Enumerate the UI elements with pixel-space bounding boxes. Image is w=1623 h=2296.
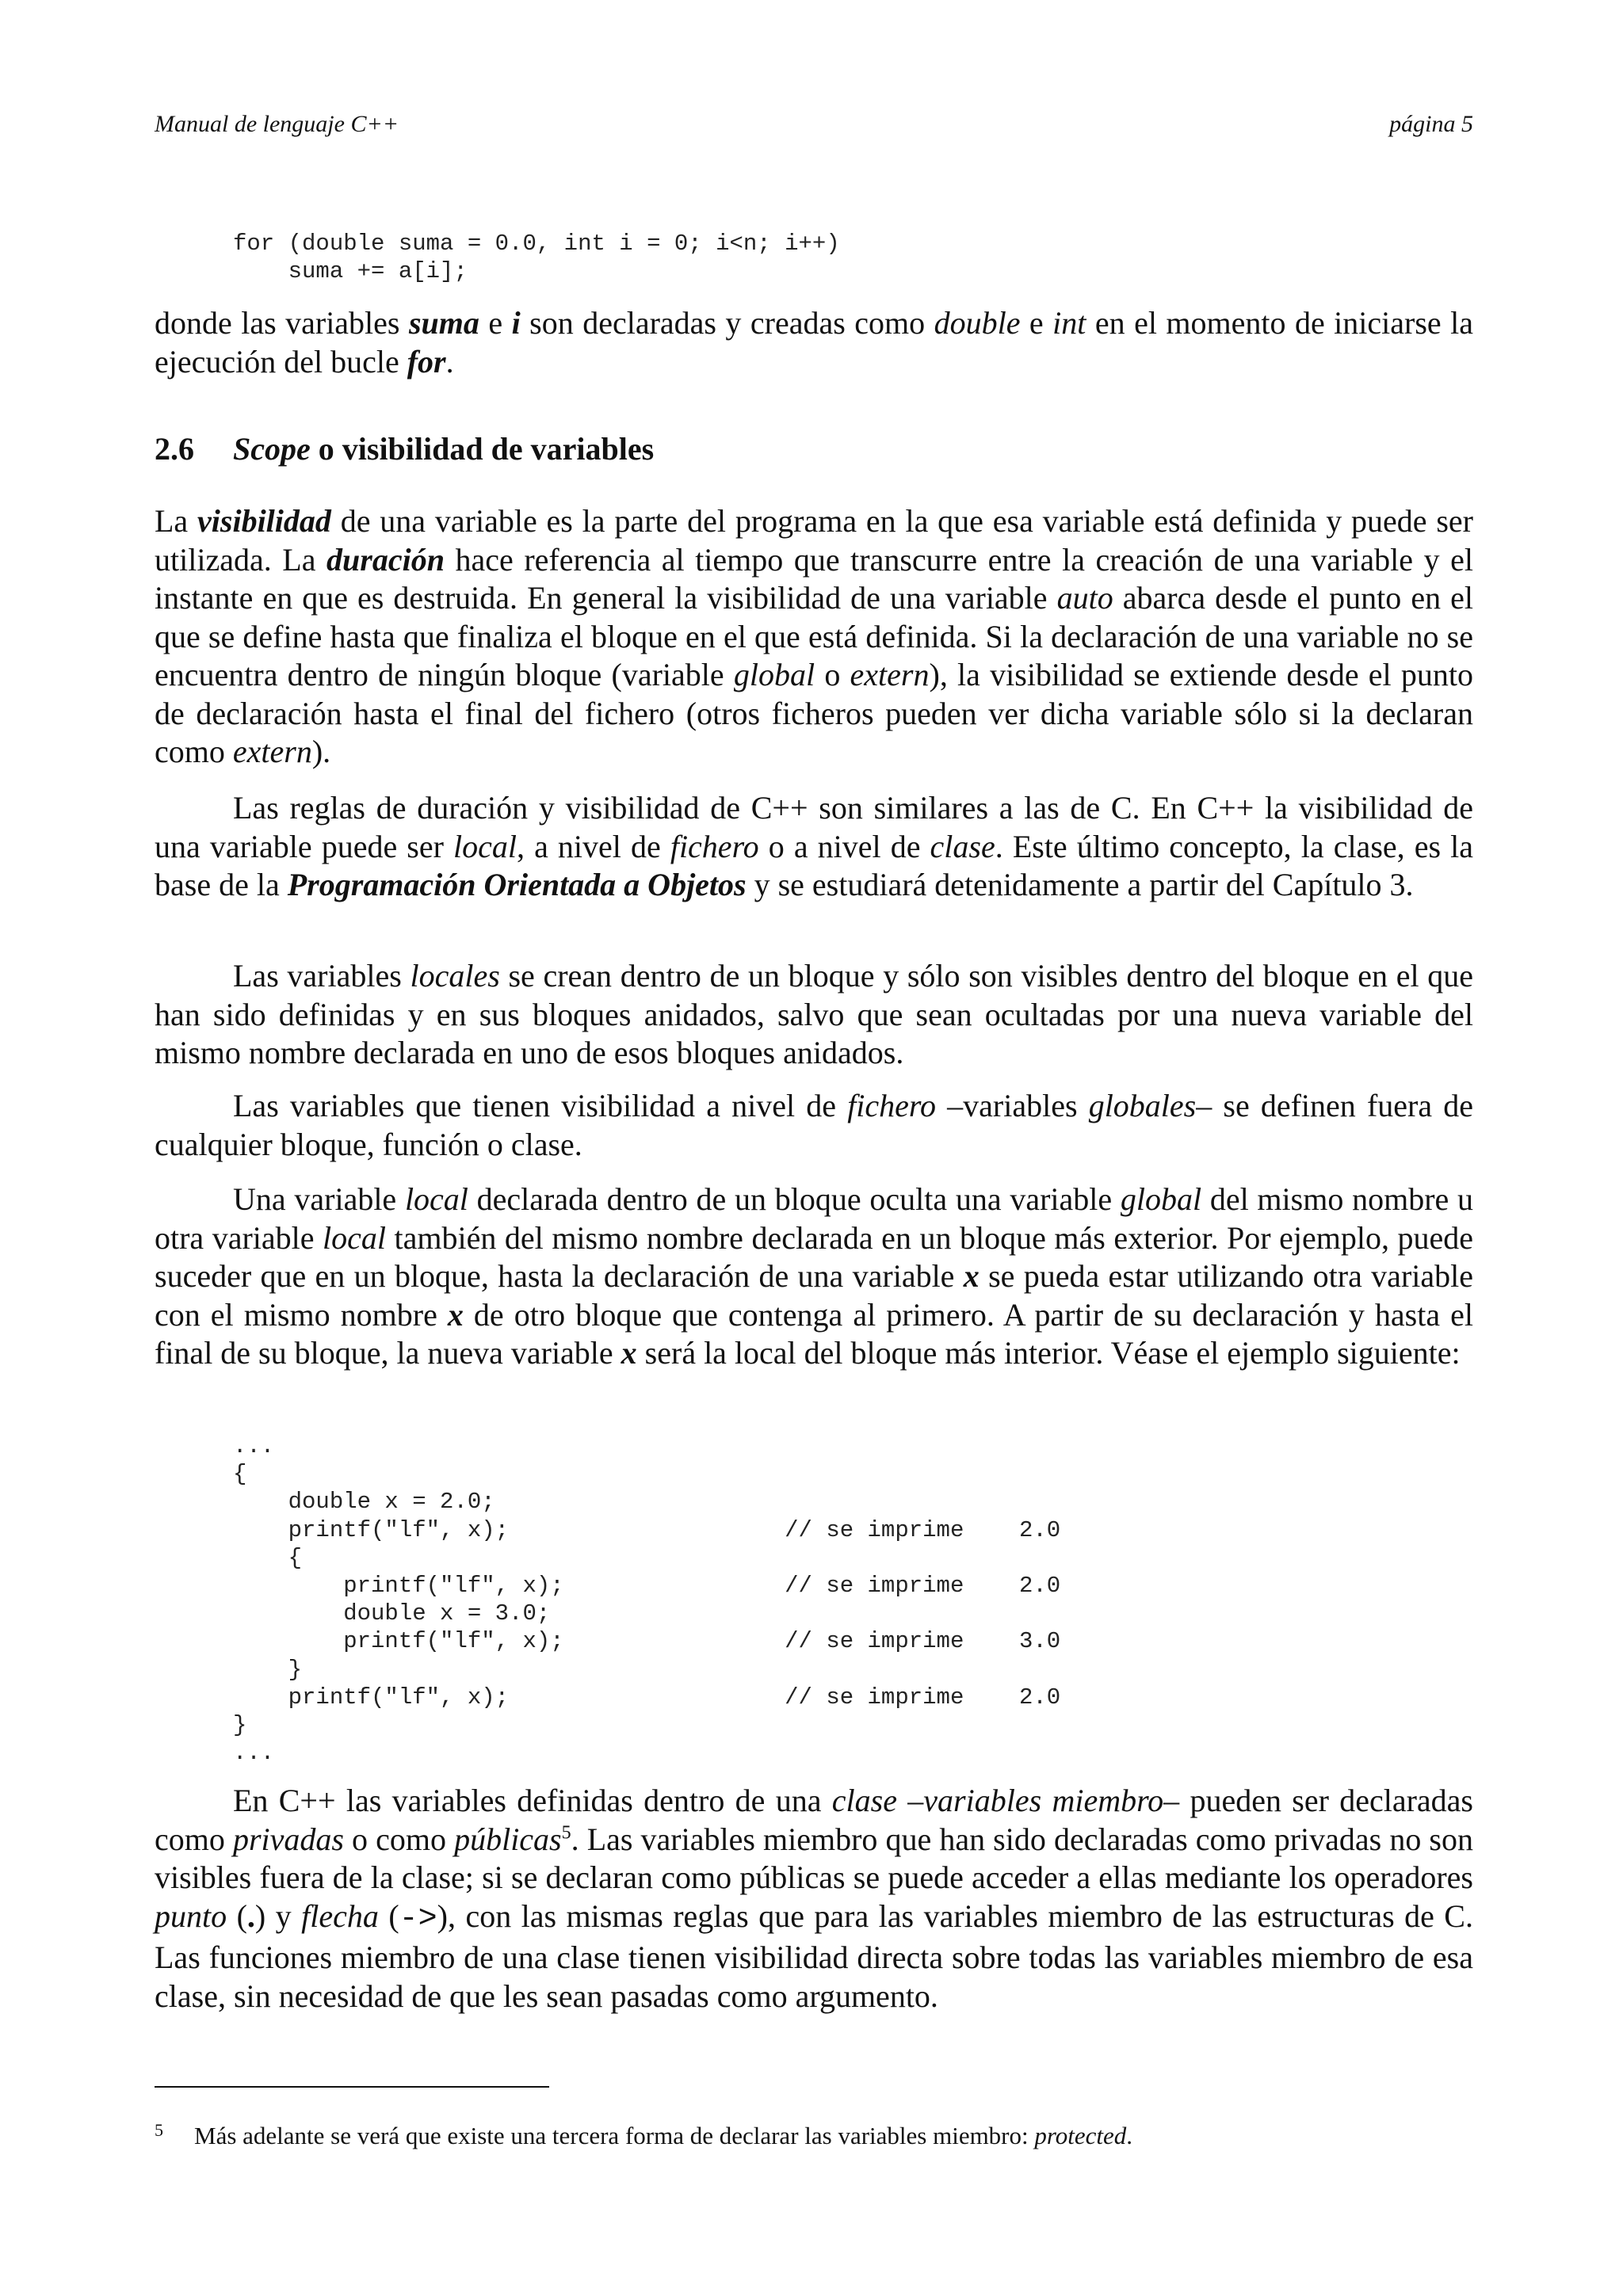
section-number: 2.6	[155, 431, 194, 467]
code-for-loop: for (double suma = 0.0, int i = 0; i<n; i++) suma += a[i];	[233, 231, 840, 285]
code-block-example	[155, 1432, 1473, 1767]
paragraph: Las reglas de duración y visibilidad de C++ son similares a las de C. En C++ la visibilidad de una variable puede ser local, a nivel de fichero o a nivel de clase. Este último concepto, la clase, es la base de la Programación Orientada a Objetos y se estudiará detenidamente a partir del Capítulo 3.	[155, 790, 1473, 902]
paragraph: En C++ las variables definidas dentro de una clase –variables miembro– pueden ser declaradas como privadas o como públicas$^5$. Las variables miembro que han sido declaradas como privadas no son visibles fuera de la clase; si se declaran como públicas se puede acceder a ellas mediante los operadores punto (.) y flecha (->), con las mismas reglas que para las variables miembro de las estructuras de C. Las funciones miembro de una clase tienen visibilidad directa sobre todas las variables miembro de esa clase, sin necesidad de que les sean pasadas como argumento.	[155, 1783, 1473, 2014]
footnote-reference: 5	[561, 1822, 571, 1844]
paragraph-rules	[155, 789, 1473, 905]
paragraph-locales	[155, 957, 1473, 1073]
section-heading-block	[155, 430, 1473, 467]
paragraph-visibility	[155, 502, 1473, 772]
paragraph: Las variables que tienen visibilidad a nivel de fichero –variables globales– se definen fuera de cualquier bloque, función o clase.	[155, 1088, 1473, 1162]
header-page-label: página 5	[1389, 111, 1473, 137]
paragraph: donde las variables suma e i son declaradas y creadas como double e int en el momento de iniciarse la ejecución del bucle for.	[155, 305, 1473, 379]
paragraph: La visibilidad de una variable es la parte del programa en la que esa variable está definida y puede ser utilizada. La duración hace referencia al tiempo que transcurre entre la creación de una variable y el instante en que es destruida. En general la visibilidad de una variable auto abarca desde el punto en el que se define hasta que finaliza el bloque en el que está definida. Si la declaración de una variable no se encuentra dentro de ningún bloque (variable global o extern), la visibilidad se extiende desde el punto de declaración hasta el final del fichero (otros ficheros pueden ver dicha variable sólo si la declaran como extern).	[155, 503, 1474, 769]
paragraph-local-oculta	[155, 1180, 1473, 1373]
paragraph: Las variables locales se crean dentro de un bloque y sólo son visibles dentro del bloque en el que han sido definidas y en sus bloques anidados, salvo que sean ocultadas por una nueva variable del mismo nombre declarada en uno de esos bloques anidados.	[155, 958, 1473, 1070]
paragraph-globales	[155, 1087, 1473, 1164]
paragraph-for-loop	[155, 304, 1473, 381]
paragraph: Una variable local declarada dentro de un bloque oculta una variable global del mismo nombre u otra variable local también del mismo nombre declarada en un bloque más exterior. Por ejemplo, puede suceder que en un bloque, hasta la declaración de una variable x se pueda estar utilizando otra variable con el mismo nombre x de otro bloque que contenga al primero. A partir de su declaración y hasta el final de su bloque, la nueva variable x será la local del bloque más interior. Véase el ejemplo siguiente:	[155, 1181, 1474, 1371]
footnote: 5 Más adelante se verá que existe una tercera forma de declarar las variables miembro: protected.	[155, 2115, 1132, 2151]
header-title: Manual de lenguaje C++	[155, 111, 399, 137]
running-header	[155, 111, 1473, 138]
code-example: ... { double x = 2.0; printf("lf", x); // se imprime 2.0 { printf("lf", x); // se imprime 2.0 double x = 3.0; printf("lf", x); // se imprime 3.0 } printf("lf", x); // se imprime 2.0 } ...	[233, 1433, 1061, 1767]
footnote-mark: 5	[155, 2120, 163, 2140]
code-block-for-loop	[155, 230, 1473, 285]
paragraph-clase	[155, 1782, 1473, 2016]
section-heading: 2.6 Scope o visibilidad de variables	[155, 431, 655, 467]
footnote-separator	[155, 2086, 549, 2088]
